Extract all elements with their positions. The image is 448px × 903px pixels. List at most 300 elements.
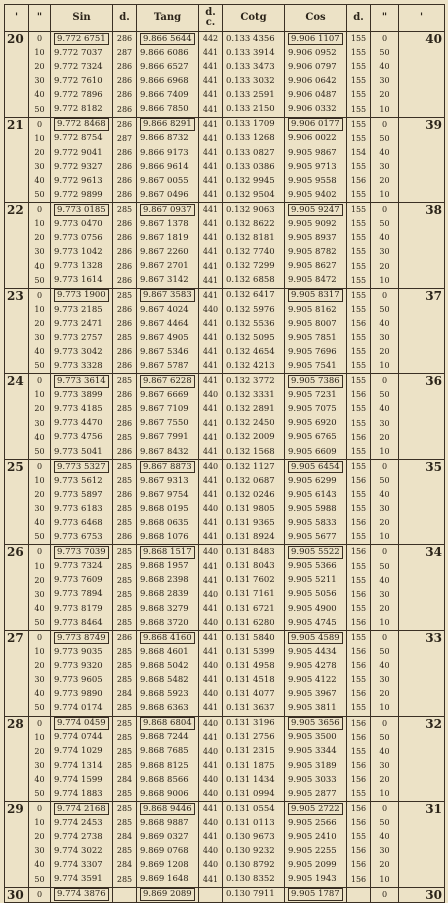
cos-value-text: 9.905 9247 (288, 204, 343, 217)
second-right-text: 50 (379, 561, 390, 571)
tang-value-text: 9.866 8732 (140, 133, 189, 144)
cotg-value (223, 359, 285, 374)
minute-left (5, 146, 29, 160)
second-left (29, 374, 51, 389)
sin-value (51, 402, 113, 416)
sin-value (51, 188, 113, 203)
sin-value (51, 174, 113, 188)
sin-value (51, 773, 113, 787)
cotg-value-text: 0.130 9232 (226, 846, 275, 857)
minute-right (399, 74, 445, 88)
table-row (5, 645, 445, 659)
d-sin (113, 858, 137, 872)
d-sin-text: 285 (116, 290, 133, 300)
cos-value-text: 9.905 6143 (288, 489, 337, 500)
cotg-value (223, 60, 285, 74)
dc-value (199, 488, 223, 502)
cos-value-text: 9.905 5366 (288, 561, 337, 572)
sin-value-text: 9.773 7894 (54, 589, 103, 600)
tang-value (137, 459, 199, 474)
tang-value-text: 9.867 1819 (140, 233, 189, 244)
second-left-text: 10 (34, 475, 45, 485)
sin-value-text: 9.772 6751 (54, 33, 109, 46)
sin-value (51, 816, 113, 830)
d-sin-text: 285 (116, 617, 133, 627)
cotg-value (223, 616, 285, 631)
cotg-value-text: 0.131 4077 (226, 689, 275, 700)
second-left-text: 50 (34, 532, 45, 542)
minute-left-text: 25 (7, 459, 24, 474)
minute-left (5, 516, 29, 530)
d-sin (113, 60, 137, 74)
cos-value (285, 701, 347, 716)
d-sin (113, 887, 137, 902)
cotg-value (223, 274, 285, 289)
second-right (371, 545, 399, 560)
second-right-text: 50 (379, 647, 390, 657)
cos-value-text: 9.905 2099 (288, 860, 337, 871)
tang-value-text: 9.869 1648 (140, 874, 189, 885)
d-cos (347, 117, 371, 132)
minute-right (399, 46, 445, 60)
cotg-value (223, 759, 285, 773)
table-row (5, 303, 445, 317)
dc-value-text: 441 (202, 48, 219, 58)
d-cos-text: 156 (350, 760, 367, 770)
cotg-value-text: 0.133 3032 (226, 76, 275, 87)
tang-value (137, 588, 199, 602)
dc-value (199, 217, 223, 231)
second-right-text: 50 (379, 48, 390, 58)
dc-value-text: 441 (202, 261, 219, 271)
tang-value-text: 9.869 1208 (140, 860, 189, 871)
cotg-value (223, 773, 285, 787)
cotg-value-text: 0.132 4654 (226, 346, 275, 357)
tang-value (137, 887, 199, 902)
minute-left (5, 245, 29, 259)
table-row (5, 773, 445, 787)
d-sin (113, 46, 137, 60)
d-sin (113, 816, 137, 830)
minute-left (5, 559, 29, 573)
cos-value (285, 645, 347, 659)
minute-right (399, 317, 445, 331)
second-left (29, 530, 51, 545)
cotg-value (223, 374, 285, 389)
tang-value (137, 388, 199, 402)
second-left (29, 816, 51, 830)
d-sin-text: 287 (116, 48, 133, 58)
cos-value-text: 9.906 0022 (288, 133, 337, 144)
cotg-value-text: 0.132 3772 (226, 376, 275, 387)
second-right-text: 50 (379, 304, 390, 314)
cotg-value (223, 844, 285, 858)
d-sin (113, 773, 137, 787)
d-cos-text: 155 (350, 461, 367, 471)
cotg-value (223, 74, 285, 88)
cos-value (285, 731, 347, 745)
minute-right (399, 88, 445, 102)
minute-left (5, 303, 29, 317)
cos-value-text: 9.905 9713 (288, 161, 337, 172)
cotg-value (223, 474, 285, 488)
d-cos-text: 155 (350, 561, 367, 571)
table-row (5, 231, 445, 245)
second-right (371, 32, 399, 47)
second-left (29, 716, 51, 731)
sin-value-text: 9.774 1599 (54, 774, 103, 785)
second-right (371, 659, 399, 673)
d-cos (347, 260, 371, 274)
minute-right-text: 34 (425, 545, 442, 560)
d-sin (113, 231, 137, 245)
tang-value-text: 9.867 2260 (140, 247, 189, 258)
header-seconds-right: " (371, 5, 399, 32)
sin-value (51, 88, 113, 102)
d-cos (347, 174, 371, 188)
dc-value-text: 441 (202, 247, 219, 257)
minute-left (5, 830, 29, 844)
cos-value (285, 474, 347, 488)
table-row (5, 502, 445, 516)
cos-value-text: 9.905 8937 (288, 233, 337, 244)
d-sin-text: 285 (116, 504, 133, 514)
second-right (371, 830, 399, 844)
second-left (29, 773, 51, 787)
d-cos (347, 588, 371, 602)
minute-left (5, 445, 29, 460)
d-cos (347, 445, 371, 460)
tang-value (137, 146, 199, 160)
tang-value (137, 616, 199, 631)
second-right-text: 40 (379, 490, 390, 500)
cotg-value (223, 174, 285, 188)
d-cos (347, 388, 371, 402)
d-sin-text: 285 (116, 661, 133, 671)
tang-value (137, 759, 199, 773)
second-left (29, 645, 51, 659)
header-cotg: Cotg (223, 5, 285, 32)
second-left-text: 50 (34, 617, 45, 627)
tang-value-text: 9.866 9173 (140, 147, 189, 158)
tang-value (137, 745, 199, 759)
second-right (371, 773, 399, 787)
tang-value (137, 417, 199, 431)
tang-value (137, 46, 199, 60)
tang-value (137, 231, 199, 245)
cos-value (285, 146, 347, 160)
dc-value (199, 474, 223, 488)
cotg-value-text: 0.131 2315 (226, 746, 275, 757)
d-cos (347, 317, 371, 331)
minute-right (399, 802, 445, 817)
cotg-value-text: 0.131 3637 (226, 703, 275, 714)
cos-value (285, 830, 347, 844)
d-cos (347, 759, 371, 773)
sin-value-text: 9.772 9899 (54, 189, 103, 200)
tang-value (137, 88, 199, 102)
cos-value-text: 9.906 0952 (288, 47, 337, 58)
cos-value (285, 488, 347, 502)
sin-value (51, 731, 113, 745)
cotg-value (223, 816, 285, 830)
d-cos-text: 155 (350, 304, 367, 314)
second-right (371, 445, 399, 460)
tang-value-text: 9.867 8432 (140, 446, 189, 457)
cos-value-text: 9.906 0797 (288, 61, 337, 72)
tang-value (137, 687, 199, 701)
second-left-text: 20 (34, 746, 45, 756)
d-cos (347, 217, 371, 231)
second-right-text: 40 (379, 661, 390, 671)
dc-value-text: 440 (202, 547, 219, 557)
d-sin (113, 445, 137, 460)
d-sin (113, 759, 137, 773)
tang-value-text: 9.866 6527 (140, 61, 189, 72)
minute-right (399, 773, 445, 787)
dc-value (199, 32, 223, 47)
second-left-text: 20 (34, 233, 45, 243)
second-right (371, 402, 399, 416)
cotg-value-text: 0.132 6858 (226, 275, 275, 286)
second-left-text: 50 (34, 789, 45, 799)
second-right-text: 10 (379, 874, 390, 884)
d-sin (113, 731, 137, 745)
second-left (29, 873, 51, 888)
d-sin-text: 286 (116, 147, 133, 157)
second-right (371, 858, 399, 872)
dc-value (199, 102, 223, 117)
dc-value (199, 459, 223, 474)
dc-value (199, 516, 223, 530)
cos-value (285, 616, 347, 631)
second-right-text: 30 (379, 418, 390, 428)
sin-value-text: 9.773 7039 (54, 546, 109, 559)
second-left-text: 20 (34, 575, 45, 585)
d-sin-text: 286 (116, 233, 133, 243)
sin-value (51, 474, 113, 488)
dc-value-text: 441 (202, 647, 219, 657)
tang-value (137, 359, 199, 374)
second-left-text: 50 (34, 874, 45, 884)
second-left (29, 331, 51, 345)
cos-value-text: 9.906 0487 (288, 90, 337, 101)
table-row (5, 701, 445, 716)
tang-value-text: 9.869 2089 (140, 888, 195, 901)
cotg-value-text: 0.132 1568 (226, 446, 275, 457)
d-sin-text: 286 (116, 219, 133, 229)
dc-value-text: 441 (202, 804, 219, 814)
dc-value (199, 602, 223, 616)
minute-right (399, 887, 445, 902)
d-sin (113, 659, 137, 673)
cotg-value (223, 260, 285, 274)
second-left (29, 245, 51, 259)
d-sin (113, 160, 137, 174)
dc-value (199, 260, 223, 274)
sin-value (51, 659, 113, 673)
minute-left (5, 574, 29, 588)
table-row (5, 659, 445, 673)
d-cos-text: 155 (350, 404, 367, 414)
table-row (5, 488, 445, 502)
sin-value-text: 9.773 4756 (54, 432, 103, 443)
second-right-text: 10 (379, 361, 390, 371)
header-row (5, 5, 445, 32)
d-cos (347, 516, 371, 530)
second-right (371, 630, 399, 645)
second-right (371, 816, 399, 830)
second-left (29, 359, 51, 374)
table-row (5, 516, 445, 530)
cotg-value-text: 0.133 3914 (226, 47, 275, 58)
dc-value (199, 445, 223, 460)
tang-value (137, 60, 199, 74)
cotg-value-text: 0.132 1127 (226, 461, 275, 472)
dc-value (199, 359, 223, 374)
cos-value-text: 9.905 9867 (288, 147, 337, 158)
tang-value-text: 9.867 9754 (140, 489, 189, 500)
tang-value-text: 9.868 5042 (140, 660, 189, 671)
table-row (5, 431, 445, 445)
tang-value-text: 9.868 6363 (140, 703, 189, 714)
minute-right (399, 602, 445, 616)
second-left-text: 40 (34, 860, 45, 870)
minute-left (5, 716, 29, 731)
cotg-value (223, 645, 285, 659)
dc-value-text: 440 (202, 718, 219, 728)
second-right-text: 20 (379, 774, 390, 784)
table-row (5, 388, 445, 402)
tang-value (137, 445, 199, 460)
cos-value (285, 402, 347, 416)
cotg-value (223, 46, 285, 60)
d-cos (347, 417, 371, 431)
cos-value (285, 574, 347, 588)
minute-left (5, 887, 29, 902)
d-cos-text: 156 (350, 689, 367, 699)
minute-right (399, 745, 445, 759)
second-right-text: 30 (379, 76, 390, 86)
cotg-value-text: 0.132 8622 (226, 219, 275, 230)
cos-value (285, 132, 347, 146)
dc-value-text: 441 (202, 632, 219, 642)
cos-value-text: 9.905 2410 (288, 832, 337, 843)
second-left (29, 274, 51, 289)
second-right (371, 160, 399, 174)
cotg-value (223, 217, 285, 231)
d-sin-text: 286 (116, 119, 133, 129)
cos-value (285, 602, 347, 616)
d-sin (113, 545, 137, 560)
tang-value (137, 303, 199, 317)
tang-value (137, 830, 199, 844)
d-sin (113, 559, 137, 573)
sin-value (51, 431, 113, 445)
sin-value-text: 9.773 9320 (54, 660, 103, 671)
d-cos-text: 156 (350, 774, 367, 784)
second-left-text: 10 (34, 219, 45, 229)
tang-value-text: 9.868 2839 (140, 589, 189, 600)
d-sin-text: 284 (116, 860, 133, 870)
dc-value-text: 441 (202, 561, 219, 571)
tang-value (137, 245, 199, 259)
second-right-text: 10 (379, 104, 390, 114)
cotg-value (223, 288, 285, 303)
table-row (5, 787, 445, 802)
second-right (371, 701, 399, 716)
minute-left (5, 203, 29, 218)
sin-value-text: 9.773 0185 (54, 204, 109, 217)
cotg-value (223, 530, 285, 545)
minute-left (5, 417, 29, 431)
second-right-text: 0 (381, 718, 388, 728)
dc-value (199, 716, 223, 731)
dc-value (199, 60, 223, 74)
cos-value-text: 9.905 2877 (288, 788, 337, 799)
sin-value-text: 9.773 2185 (54, 304, 103, 315)
minute-left (5, 630, 29, 645)
sin-value (51, 559, 113, 573)
cotg-value-text: 0.131 9805 (226, 503, 275, 514)
second-right (371, 616, 399, 631)
d-cos-text: 155 (350, 275, 367, 285)
minute-right (399, 673, 445, 687)
dc-value (199, 873, 223, 888)
cotg-value-text: 0.132 0246 (226, 489, 275, 500)
d-cos-text: 156 (350, 846, 367, 856)
second-right-text: 40 (379, 62, 390, 72)
tang-value-text: 9.868 3720 (140, 617, 189, 628)
cos-value-text: 9.905 8782 (288, 247, 337, 258)
minute-right (399, 858, 445, 872)
second-left-text: 10 (34, 304, 45, 314)
second-left-text: 0 (36, 34, 43, 44)
sin-value-text: 9.772 7037 (54, 47, 103, 58)
cos-value-text: 9.905 5211 (288, 575, 337, 586)
sin-value-text: 9.773 3042 (54, 346, 103, 357)
second-right (371, 474, 399, 488)
d-sin-text: 286 (116, 190, 133, 200)
table-row (5, 687, 445, 701)
tang-value-text: 9.866 5644 (140, 33, 195, 46)
second-right-text: 40 (379, 404, 390, 414)
dc-value-text: 441 (202, 404, 219, 414)
second-right (371, 146, 399, 160)
dc-value-text: 441 (202, 446, 219, 456)
table-row (5, 88, 445, 102)
minute-left (5, 117, 29, 132)
cos-value-text: 9.905 5522 (288, 546, 343, 559)
sin-value (51, 288, 113, 303)
cos-value-text: 9.906 0642 (288, 76, 337, 87)
second-right-text: 0 (381, 461, 388, 471)
sin-value (51, 146, 113, 160)
tang-value (137, 117, 199, 132)
tang-value (137, 345, 199, 359)
second-left-text: 30 (34, 247, 45, 257)
cos-value (285, 502, 347, 516)
sin-value-text: 9.773 6753 (54, 532, 103, 543)
d-sin (113, 673, 137, 687)
dc-value-text: 441 (202, 290, 219, 300)
dc-value-text: 441 (202, 119, 219, 129)
sin-value (51, 545, 113, 560)
dc-value (199, 402, 223, 416)
d-sin-text: 285 (116, 703, 133, 713)
tang-value-text: 9.867 7550 (140, 418, 189, 429)
sin-value-text: 9.772 9041 (54, 147, 103, 158)
